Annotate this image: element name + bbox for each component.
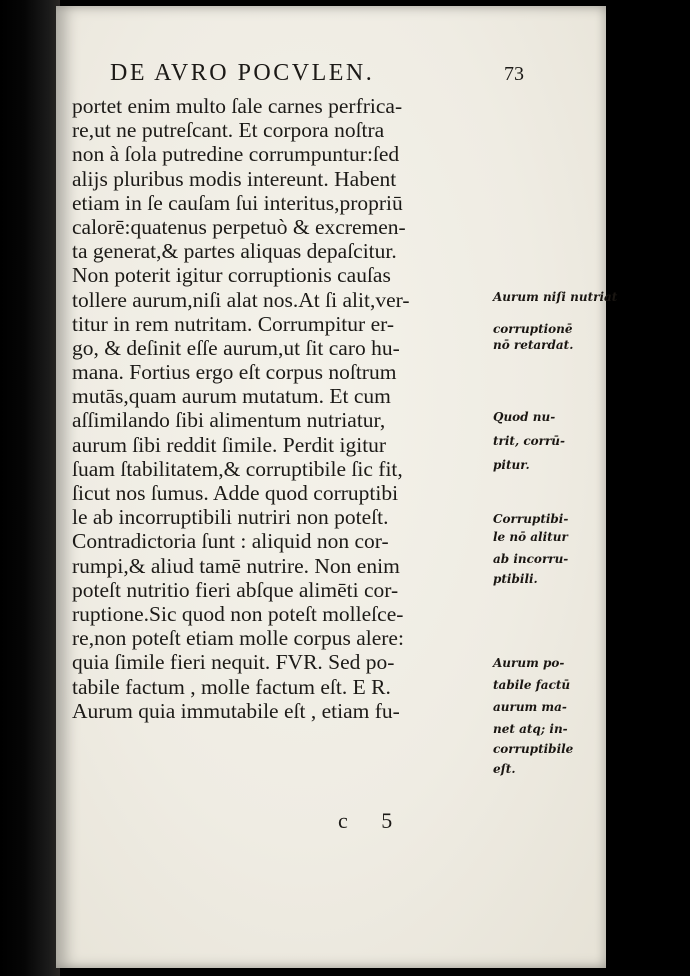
text-line: mana. Fortius ergo eſt corpus noſtrum bbox=[72, 360, 397, 385]
text-line: mutās,quam aurum mutatum. Et cum bbox=[72, 384, 391, 409]
text-line: re,non poteſt etiam molle corpus alere: bbox=[72, 626, 404, 651]
text-line: aurum ſibi reddit ſimile. Perdit igitur bbox=[72, 432, 387, 457]
text-line: ſuam ſtabilitatem,& corruptibile ſic fit, bbox=[72, 456, 403, 481]
text-line: Non poterit igitur corruptionis cauſas bbox=[72, 263, 391, 288]
text-line: titur in rem nutritam. Corrumpitur er- bbox=[72, 311, 394, 336]
marginal-note-line: Aurum po- bbox=[493, 656, 565, 670]
marginal-note-line: tabile factū bbox=[493, 678, 571, 692]
text-line: tollere aurum,niſi alat nos.At ſi alit,ver- bbox=[72, 287, 410, 312]
text-line: portet enim multo ſale carnes perfrica- bbox=[72, 94, 403, 118]
book-page bbox=[56, 6, 618, 968]
page-number: 73 bbox=[504, 63, 524, 85]
marginal-note-line: trit, corrū- bbox=[493, 434, 565, 448]
marginal-note-line: Corruptibi- bbox=[493, 512, 569, 526]
text-line: Aurum quia immutabile eſt , etiam fu- bbox=[72, 698, 400, 723]
marginal-note-line: corruptibile bbox=[493, 742, 574, 756]
text-line: aſſimilando ſibi alimentum nutriatur, bbox=[72, 408, 386, 433]
marginal-note-line: eſt. bbox=[493, 762, 516, 776]
marginal-note-line: corruptionē bbox=[493, 322, 573, 336]
marginal-note-line: aurum ma- bbox=[493, 700, 567, 714]
text-line: ſicut nos ſumus. Adde quod corruptibi bbox=[72, 481, 399, 505]
running-title: DE AVRO POCVLEN. bbox=[110, 60, 375, 86]
text-line: poteſt nutritio fieri abſque alimēti cor- bbox=[72, 577, 399, 602]
text-line: tabile factum , molle factum eſt. E R. bbox=[72, 674, 391, 699]
text-line: go, & deſinit eſſe aurum,ut ſit caro hu- bbox=[72, 335, 400, 360]
binding-shadow bbox=[0, 0, 60, 976]
marginal-note-line: net atq; in- bbox=[493, 722, 568, 736]
scan-border bbox=[606, 0, 690, 976]
marginal-note-line: nō retardat. bbox=[493, 338, 574, 352]
text-line: etiam in ſe cauſam ſui interitus,propriū bbox=[72, 190, 403, 215]
text-line: re,ut ne putreſcant. Et corpora noſtra bbox=[72, 118, 385, 143]
text-block bbox=[72, 94, 618, 776]
text-line: calorē:quatenus perpetuò & excremen- bbox=[72, 214, 406, 239]
text-line: quia ſimile fieri nequit. FVR. Sed po- bbox=[72, 650, 395, 675]
marginal-note-line: ptibili. bbox=[493, 572, 538, 586]
marginal-note-line: ab incorru- bbox=[493, 552, 569, 566]
text-line: non à ſola putredine corrumpuntur:ſed bbox=[72, 142, 400, 167]
marginal-note-line: Quod nu- bbox=[493, 410, 556, 424]
signature-mark: c 5 bbox=[338, 808, 407, 833]
marginal-note-line: pitur. bbox=[493, 458, 530, 472]
text-line: rumpi,& aliud tamē nutrire. Non enim bbox=[72, 553, 400, 578]
marginal-note-line: le nō alitur bbox=[493, 530, 568, 544]
text-line: ta generat,& partes aliquas depaſcitur. bbox=[72, 239, 397, 264]
text-line: alijs pluribus modis intereunt. Habent bbox=[72, 166, 397, 191]
marginal-note-line: Aurum niſi nutriat bbox=[493, 290, 618, 304]
text-line: Contradictoria ſunt : aliquid non cor- bbox=[72, 529, 389, 554]
text-line: le ab incorruptibili nutriri non poteſt. bbox=[72, 505, 389, 530]
text-line: ruptione.Sic quod non poteſt molleſce- bbox=[72, 601, 404, 626]
